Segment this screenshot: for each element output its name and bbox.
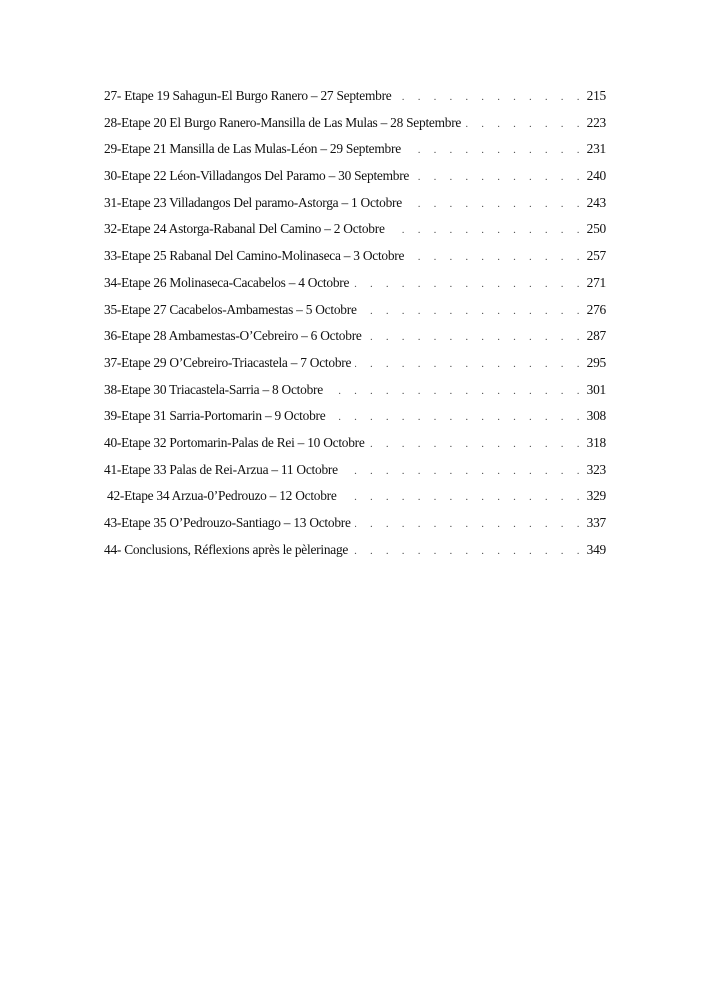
toc-entry[interactable] (104, 113, 606, 140)
toc-entry[interactable] (104, 353, 606, 380)
toc-entry-title: 41-Etape 33 Palas de Rei-Arzua – 11 Octobre (104, 461, 338, 477)
toc-entry-page: 250 (586, 221, 606, 237)
dot-leader (465, 114, 585, 134)
toc-entry[interactable] (104, 380, 606, 407)
toc-entry-page: 231 (586, 141, 606, 157)
toc-entry-title: 43-Etape 35 O’Pedrouzo-Santiago – 13 Octobre (104, 515, 351, 530)
toc-entry-page: 287 (586, 328, 606, 344)
toc-entry[interactable] (104, 486, 606, 513)
toc-entry-title: 38-Etape 30 Triacastela-Sarria – 8 Octobre (104, 381, 323, 397)
toc-entry-title: 30-Etape 22 Léon-Villadangos Del Paramo – 30 Septembre (104, 168, 410, 184)
toc-entry-page: 323 (586, 461, 606, 477)
toc-entry[interactable] (104, 433, 606, 460)
toc-entry[interactable] (104, 166, 606, 193)
toc-entry-page: 243 (586, 194, 606, 210)
toc-entry-page: 308 (586, 408, 606, 424)
toc-entry[interactable] (104, 460, 606, 487)
toc-entry-page: 349 (586, 541, 606, 557)
toc-entry-page: 257 (586, 248, 606, 264)
toc-entry[interactable] (104, 246, 606, 273)
toc-entry-page: 240 (586, 168, 606, 184)
table-of-contents (104, 86, 606, 566)
toc-entry[interactable] (104, 219, 606, 246)
toc-entry[interactable] (104, 193, 606, 220)
toc-entry-title: 33-Etape 25 Rabanal Del Camino-Molinaseca – 3 Octobre (104, 248, 405, 264)
toc-entry[interactable] (104, 406, 606, 433)
toc-entry-title: 40-Etape 32 Portomarin-Palas de Rei – 10 Octobre (104, 434, 365, 450)
dot-leader (355, 354, 584, 374)
dot-leader (405, 140, 585, 160)
toc-entry-page: 276 (586, 301, 606, 317)
toc-entry-title: 35-Etape 27 Cacabelos-Ambamestas – 5 Octobre (104, 301, 357, 317)
toc-entry-page: 301 (586, 381, 606, 397)
toc-entry-page: 329 (586, 488, 606, 504)
toc-entry-title: 27- Etape 19 Sahagun-El Burgo Ranero – 27 Septembre (104, 88, 392, 103)
toc-entry-page: 295 (586, 354, 606, 370)
toc-entry-title: 37-Etape 29 O’Cebreiro-Triacastela – 7 Octobre (104, 354, 352, 370)
toc-entry-title: 28-Etape 20 El Burgo Ranero-Mansilla de Las Mulas – 28 Septembre (104, 114, 462, 130)
dot-leader (329, 407, 584, 427)
toc-entry[interactable] (104, 513, 606, 540)
toc-entry-title: 44- Conclusions, Réflexions après le pèlerinage (104, 541, 349, 557)
toc-entry[interactable] (104, 273, 606, 300)
toc-entry-title: 36-Etape 28 Ambamestas-O’Cebreiro – 6 Octobre (104, 328, 362, 344)
toc-entry-title: 39-Etape 31 Sarria-Portomarin – 9 Octobre (104, 408, 326, 424)
toc-entry-title: 42-Etape 34 Arzua-0’Pedrouzo – 12 Octobre (107, 488, 337, 504)
toc-entry-title: 32-Etape 24 Astorga-Rabanal Del Camino – 2 Octobre (104, 221, 385, 237)
dot-leader (327, 381, 585, 401)
toc-entry-page: 223 (586, 114, 606, 130)
toc-entry[interactable] (104, 326, 606, 353)
dot-leader (342, 461, 585, 481)
dot-leader (395, 87, 584, 107)
toc-entry-title: 31-Etape 23 Villadangos Del paramo-Astorga – 1 Octobre (104, 194, 402, 210)
toc-entry-page: 215 (586, 88, 606, 103)
toc-entry-page: 271 (586, 274, 606, 290)
dot-leader (353, 274, 584, 294)
toc-entry[interactable] (104, 540, 606, 567)
dot-leader (369, 434, 585, 454)
toc-entry-page: 337 (586, 515, 606, 530)
dot-leader (355, 514, 585, 534)
dot-leader (341, 487, 585, 507)
toc-entry[interactable] (104, 300, 606, 327)
dot-leader (389, 220, 585, 240)
dot-leader (352, 541, 585, 561)
dot-leader (361, 301, 585, 321)
dot-leader (413, 167, 585, 187)
toc-entry-title: 34-Etape 26 Molinaseca-Cacabelos – 4 Octobre (104, 274, 350, 290)
dot-leader (406, 194, 585, 214)
dot-leader (408, 247, 584, 267)
toc-entry[interactable] (104, 86, 606, 113)
dot-leader (366, 327, 585, 347)
toc-entry-title: 29-Etape 21 Mansilla de Las Mulas-Léon – 29 Septembre (104, 141, 401, 157)
toc-entry-page: 318 (586, 434, 606, 450)
toc-entry[interactable] (104, 139, 606, 166)
